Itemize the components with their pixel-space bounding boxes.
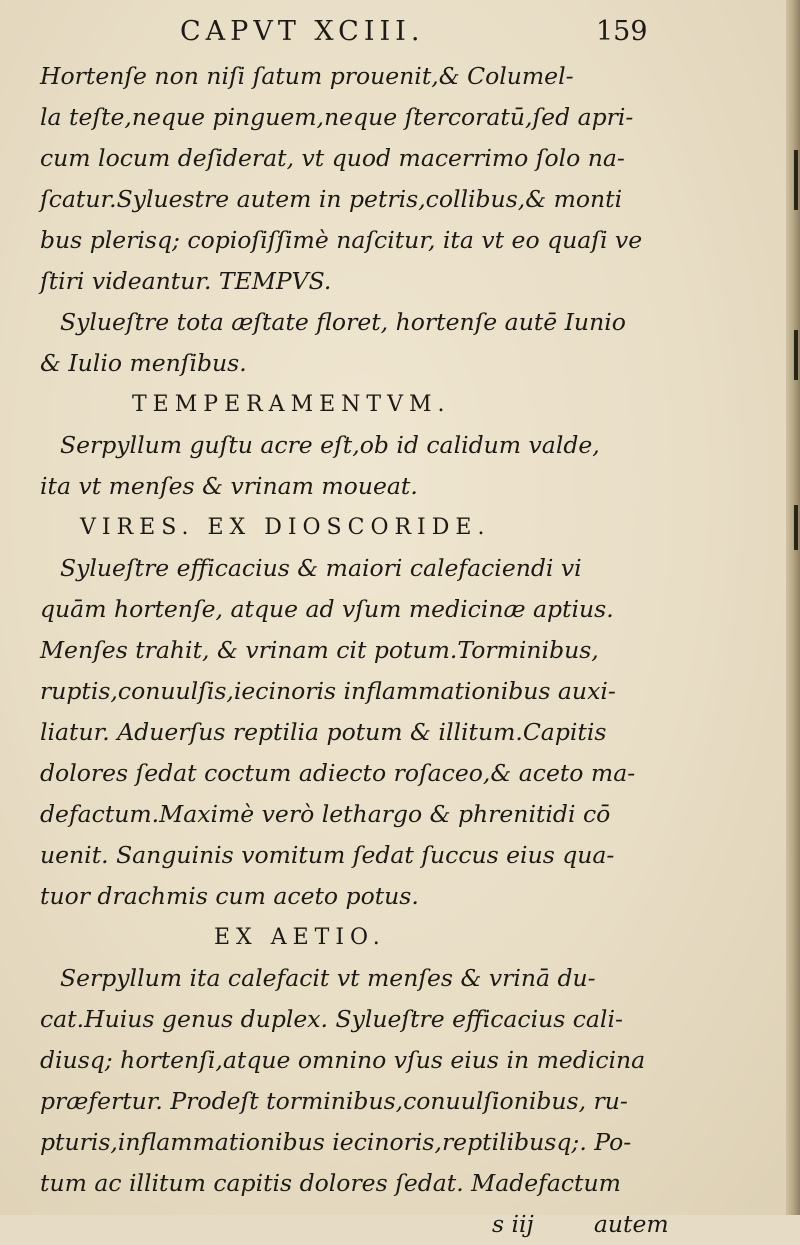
text-line: præfertur. Prodeſt torminibus,conuulſionibus, ru- [40, 1087, 628, 1115]
text-line: uenit. Sanguinis vomitum ſedat ſuccus eius qua- [40, 841, 615, 869]
text-line: Serpyllum ita calefacit vt menſes & vrinā du- [60, 964, 596, 992]
text-line: cum locum deſiderat, vt quod macerrimo ſolo na- [40, 144, 625, 172]
text-line: Hortenſe non niſi ſatum prouenit,& Columel- [40, 62, 574, 90]
text-line: diusq; hortenſi,atque omnino vſus eius in medicina [40, 1046, 646, 1074]
body-text [40, 56, 760, 1245]
text-line: ruptis,conuulſis,iecinoris inflammationibus auxi- [40, 677, 616, 705]
section-heading: TEMPERAMENTVM. [132, 392, 451, 417]
text-line: liatur. Aduerſus reptilia potum & illitum.Capitis [40, 718, 607, 746]
running-head [0, 14, 780, 54]
text-line: quām hortenſe, atque ad vſum medicinæ aptius. [40, 595, 614, 623]
text-line: Menſes trahit, & vrinam cit potum.Torminibus, [40, 636, 599, 664]
text-line: Sylueſtre tota æſtate floret, hortenſe autē Iunio [60, 308, 626, 336]
section-heading: VIRES. EX DIOSCORIDE. [80, 515, 491, 540]
text-line: ita vt menſes & vrinam moueat. [40, 472, 418, 500]
page-number: 159 [596, 16, 648, 47]
text-line: Sylueſtre efficacius & maiori calefaciendi vi [60, 554, 582, 582]
binding-thread-mark [794, 150, 798, 210]
text-line: dolores ſedat coctum adiecto roſaceo,& aceto ma- [40, 759, 636, 787]
text-line: la teſte,neque pinguem,neque ſtercoratū,ſed apri- [40, 103, 634, 131]
chapter-title: CAPVT XCIII. [180, 16, 425, 47]
text-line: ſtiri videantur. TEMPVS. [40, 267, 332, 295]
text-line: Serpyllum guſtu acre eſt,ob id calidum valde, [60, 431, 600, 459]
text-line: ſcatur.Syluestre autem in petris,collibus,& monti [40, 185, 623, 213]
signature-mark: s iij [492, 1210, 534, 1238]
section-heading: EX AETIO. [214, 925, 386, 950]
text-line: defactum.Maximè verò lethargo & phrenitidi cō [40, 800, 611, 828]
catchword: autem [593, 1210, 669, 1238]
page-binding-edge [786, 0, 800, 1215]
text-line: bus plerisq; copioſiſſimè naſcitur, ita vt eo quaſi ve [40, 226, 643, 254]
text-line: tuor drachmis cum aceto potus. [40, 882, 419, 910]
text-line: & Iulio menſibus. [40, 349, 247, 377]
text-line: cat.Huius genus duplex. Sylueſtre efficacius cali- [40, 1005, 623, 1033]
binding-thread-mark [794, 330, 798, 380]
text-line: pturis,inflammationibus iecinoris,reptilibusq;. Po- [40, 1128, 632, 1156]
text-line: tum ac illitum capitis dolores ſedat. Madefactum [40, 1169, 621, 1197]
binding-thread-mark [794, 505, 798, 550]
page-footer [40, 1204, 760, 1245]
